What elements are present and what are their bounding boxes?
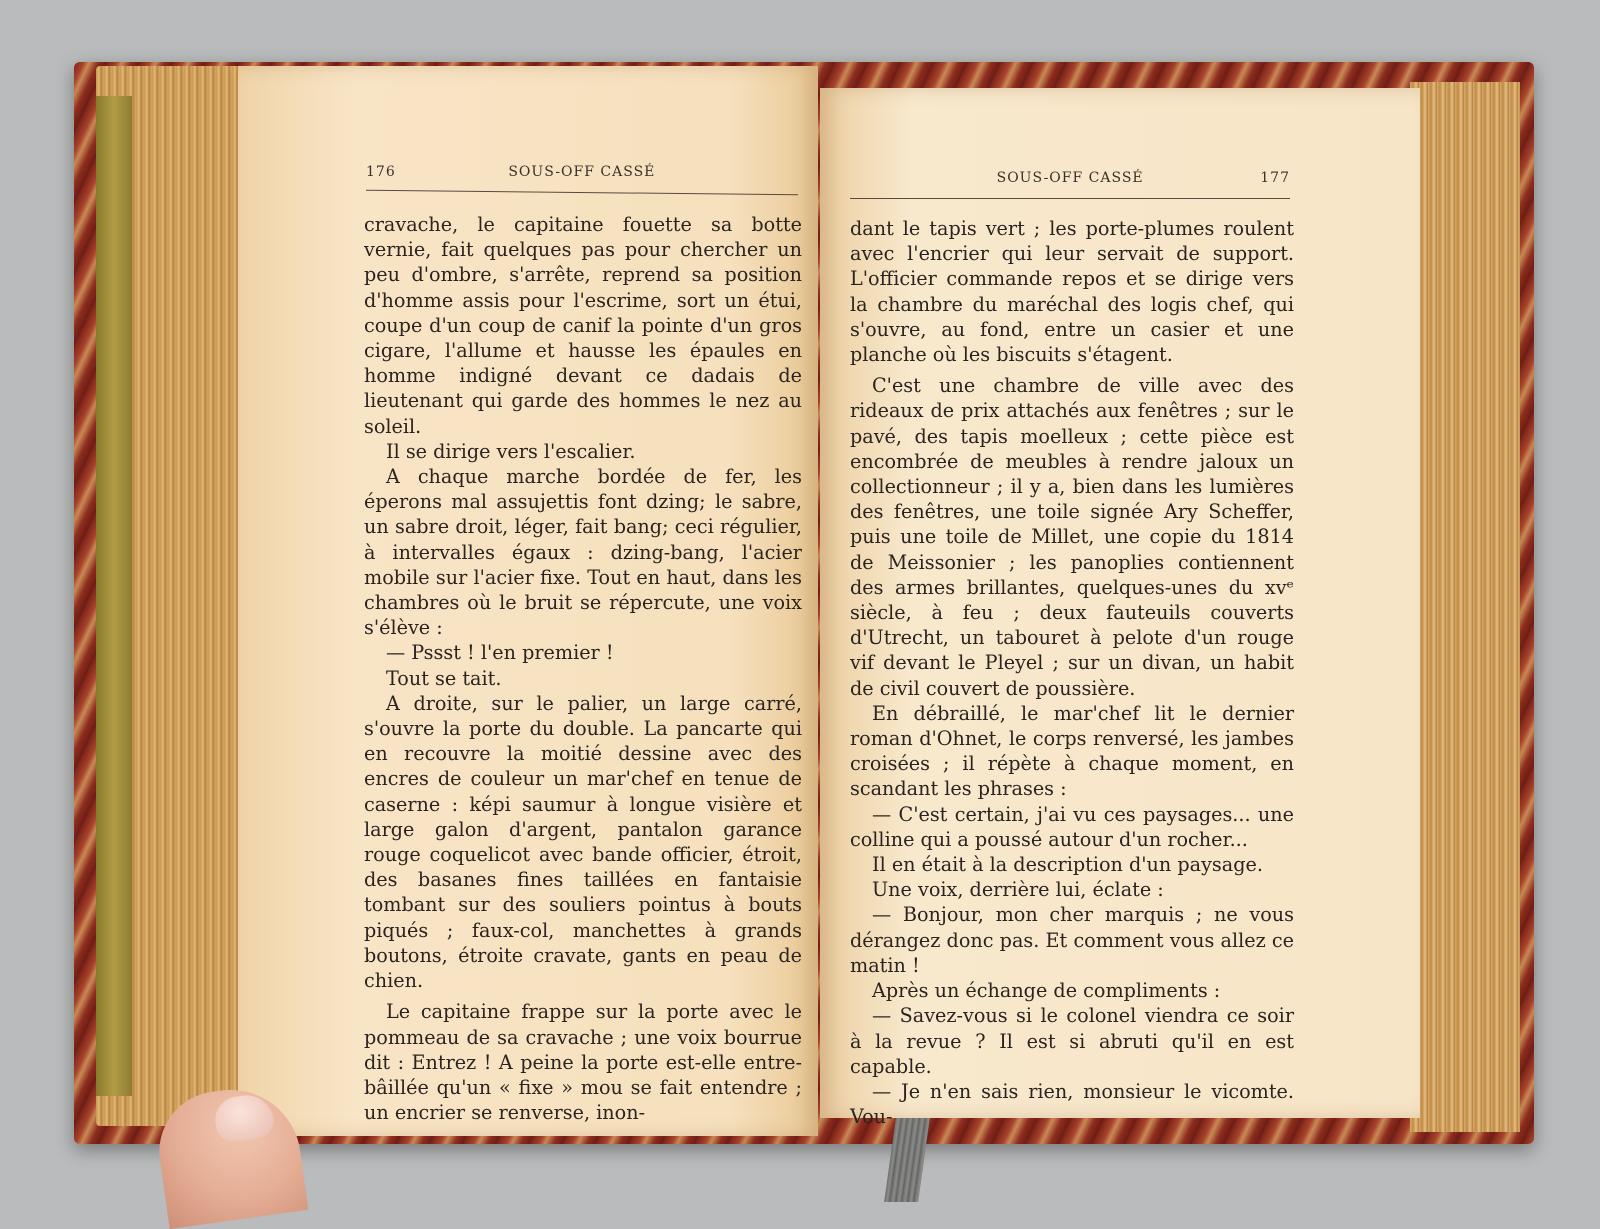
right-page-edges <box>1410 82 1520 1132</box>
right-page-number: 177 <box>1260 170 1290 186</box>
thumbnail <box>212 1092 276 1144</box>
paragraph: — Savez-vous si le colonel viendra ce soir à la revue ? Il est si abruti qu'il en est capable. <box>850 1004 1294 1078</box>
gilt-edge <box>96 96 132 1096</box>
right-page <box>820 88 1420 1129</box>
paragraph: Il en était à la description d'un paysage. <box>872 853 1263 877</box>
right-page-header <box>850 170 1290 186</box>
paragraph: dant le tapis vert ; les porte-plumes roulent avec l'encrier qui leur servait de support. L'officier commande repos et se dirige vers la chambre du maréchal des logis chef, qui s'ouvre, au fond, entre un casier et une planche où les biscuits s'étagent. <box>850 217 1294 367</box>
paragraph: — Bonjour, mon cher marquis ; ne vous dérangez donc pas. Et comment vous allez ce matin ! <box>850 903 1294 977</box>
paragraph: C'est une chambre de ville avec des rideaux de prix attachés aux fenêtres ; sur le pavé, des tapis moelleux ; cette pièce est encombrée de meubles à rendre jaloux un collectionneur ; il y a, bien dans les lumières des fenêtres, une toile signée Ary Scheffer, puis une toile de Millet, une copie du 1814 de Meissonier ; les panoplies contiennent des armes brillantes, quelques-unes du xvᵉ siècle, à feu ; deux fauteuils couverts d'Utrecht, un tabouret à pelote d'un rouge vif devant le Pleyel ; sur un divan, un habit de civil couvert de poussière. <box>850 374 1294 700</box>
paragraph: A droite, sur le palier, un large carré, s'ouvre la porte du double. La pancarte qui en recouvre la moitié dessine avec des encres de couleur un mar'chef en tenue de caserne : képi saumur à longue visière et large galon d'argent, pantalon garance rouge coquelicot avec bande officier, étroit, des basanes fines taillées en fantaisie tombant sur des souliers pointus à bouts piqués ; faux-col, manchettes à grands boutons, étroite cravate, gants en peau de chien. <box>364 691 802 993</box>
left-page-number: 176 <box>366 164 396 180</box>
paragraph: — Je n'en sais rien, monsieur le vicomte. Vou- <box>850 1079 1294 1129</box>
paragraph: — C'est certain, j'ai vu ces paysages... une colline qui a poussé autour d'un rocher... <box>850 802 1294 851</box>
left-page <box>238 66 818 1136</box>
paragraph: Après un échange de compliments : <box>872 979 1221 1003</box>
paragraph: Tout se tait. <box>386 666 502 690</box>
right-page-text <box>850 216 1294 1129</box>
right-running-head: SOUS-OFF CASSÉ <box>996 170 1144 186</box>
paragraph: A chaque marche bordée de fer, les éperons mal assujettis font dzing; le sabre, un sabre droit, léger, fait bang; ceci régulier, à intervalles égaux : dzing-bang, l'acier mobile sur l'acier fixe. Tout en haut, dans les chambres où le bruit se répercute, une voix s'élève : <box>364 465 802 640</box>
paragraph: En débraillé, le mar'chef lit le dernier roman d'Ohnet, le corps renversé, les jambes croisées ; il répète à chaque moment, en scandant les phrases : <box>850 701 1294 801</box>
left-page-edges <box>96 66 246 1126</box>
paragraph: Il se dirige vers l'escalier. <box>386 439 636 463</box>
right-header-rule <box>850 198 1290 199</box>
left-running-head: SOUS-OFF CASSÉ <box>508 164 656 180</box>
paragraph: Le capitaine frappe sur la porte avec le pommeau de sa cravache ; une voix bourrue dit : Entrez ! A peine la porte est-elle entre-bâillée qu'un « fixe » mou se fait entendre ; un encrier se renverse, inon- <box>364 1000 802 1125</box>
paragraph: Une voix, derrière lui, éclate : <box>872 878 1164 902</box>
paragraph: cravache, le capitaine fouette sa botte vernie, fait quelques pas pour chercher un peu d'ombre, s'arrête, reprend sa position d'homme assis pour l'escrime, sort un étui, coupe d'un coup de canif la pointe d'un gros cigare, l'allume et hausse les épaules en homme indigné devant ce dadais de lieutenant qui garde des hommes le nez au soleil. <box>364 213 802 438</box>
left-page-header <box>366 164 798 180</box>
left-page-text <box>364 212 802 1125</box>
left-header-rule <box>366 190 798 196</box>
paragraph: — Pssst ! l'en premier ! <box>386 641 614 665</box>
